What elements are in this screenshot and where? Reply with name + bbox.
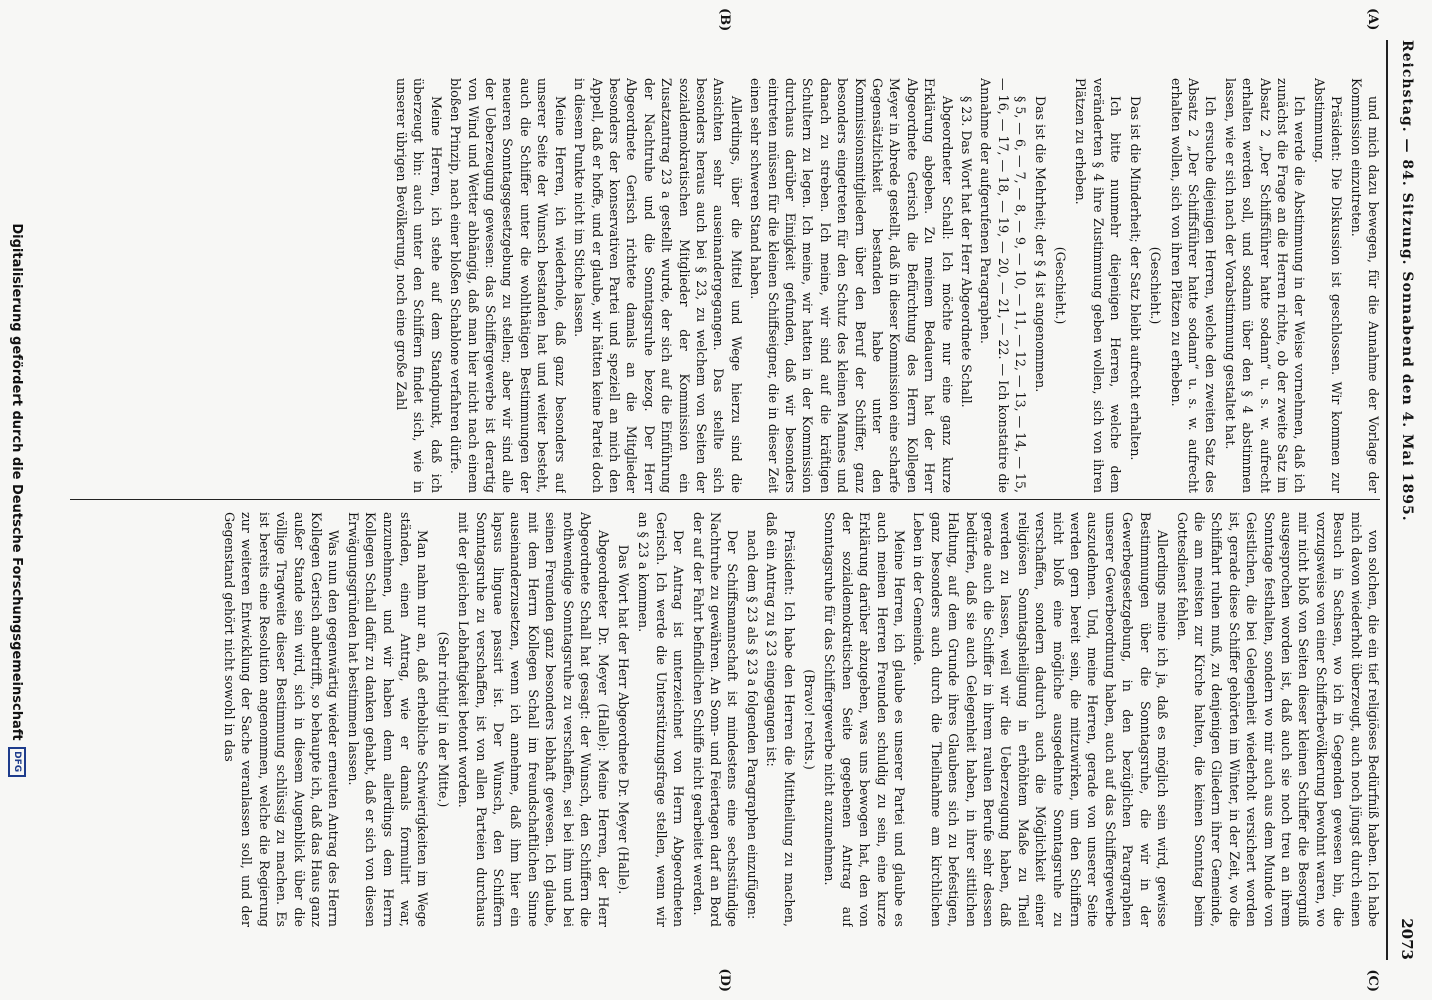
paragraph: Das ist die Minderheit; der Satz bleibt aufrecht erhalten.	[1127, 96, 1143, 461]
right-text-column	[60, 512, 1382, 927]
stage-direction: (Sehr richtig! in der Mitte.)	[435, 631, 451, 808]
speech-paragraph: Abgeordneter Dr. Meyer (Halle): Meine Herren, der Herr Abgeordnete Schall hat gesagt: der Wunsch, den Schiffern die nothwendige Sonntagsruhe zu verschaffen, sei bei ihm und bei seinen Freunden ganz besonders lebhaft gewesen. Ich glaube, mit dem Herrn Kollegen Schall im freundschaftlichen Sinne auseinanderzusetzen, wenn ich annehme, daß ihm hier ein lapsus linguae passirt ist. Der Wunsch, den Schiffern Sonntagsruhe zu verschaffen, ist von allen Parteien durchaus mit der gleichen Lebhaftigkeit betont worden.	[456, 512, 611, 927]
left-text-column	[60, 78, 1382, 493]
paragraph: Allerdings, über die Mittel und Wege hierzu sind die Ansichten sehr auseinandergegangen. Das stellte sich besonders heraus auch bei § 23, zu welchem von Seiten der sozialdemokratischen Mitglieder der Kommission ein Zusatzantrag 23 a gestellt wurde, der sich auf die Einführung der Nachtruhe und die Sonntagsruhe bezog. Der Herr Abgeordnete Gerisch richtete damals an die Mitglieder besonders der konservativen Partei und speziell an mich den Appell, daß er hoffe, und er glaube, wir hätten keine Partei doch in diesem Punkte nicht im Stiche lassen.	[572, 78, 744, 493]
paragraph: Meine Herren, ich wiederhole, daß ganz besonders auf unserer Seite der Wunsch bestanden hat und weiter besteht, auch die Schiffer unter die wohlthätigen Bestimmungen der neueren Sonntagsgesetzgebung zu stellen; aber wir sind alle der Ueberzeugung gewesen: das Schiffergewerbe ist derartig von Wind und Wetter abhängig, daß man hier nicht nach einem bloßen Prinzip, nach einer bloßen Schablone verfahren dürfe.	[448, 78, 568, 493]
margin-mark-a: (A)	[1365, 8, 1380, 31]
paragraph: Man nahm nur an, daß erhebliche Schwierigkeiten im Wege ständen, einen Antrag, wie er damals formulirt war, anzunehmen, und wir haben denn allerdings dem Herrn Kollegen Schall dafür zu danken gehabt, daß er sich von diesen Erwägungsgründen hat bestimmen lassen.	[345, 512, 431, 927]
paragraph: Ich bitte nunmehr diejenigen Herren, welche dem veränderten § 4 ihre Zustimmung geben wollen, sich von ihren Plätzen zu erheben.	[1073, 78, 1124, 493]
paragraph-list: § 5, — 6, — 7, — 8, — 9, — 10, — 11, — 12, — 13, — 14, — 15, — 16, — 17, — 18, — 19, — 20, — 21, — 22. — Ich konstatire die Annahme der aufgerufenen Paragraphen.	[978, 78, 1029, 493]
speech-paragraph: Abgeordneter Schall: Ich möchte nur eine ganz kurze Erklärung abgeben. Zu meinem Bedauern hat der Herr Abgeordnete Gerisch die Befürchtung des Herrn Kollegen Meyer in Abrede gestellt, daß in dieser Kommission eine scharfe Gegensätzlichkeit bestanden habe unter den Kommissionsmitgliedern über den Beruf der Schiffer, ganz besonders eingetreten für den Schutz des kleinen Mannes und danach zu streben. Ich meine, wir sind auf die kräftigen Schultern zu legen. Ich meine, wir hatten in der Kommission durchaus darüber Einigkeit gefunden, daß wir besonders eintreten müssen für die kleinen Schiffseigner, die in dieser Zeit einen sehr schweren Stand haben.	[748, 78, 955, 493]
column-divider	[70, 499, 1380, 500]
president-paragraph: Präsident: Ich habe den Herren die Mittheilung zu machen, daß ein Antrag zu § 23 eingegangen ist:	[764, 512, 797, 927]
president-paragraph: Präsident: Die Diskussion ist geschlossen. Wir kommen zur Abstimmung.	[1311, 78, 1345, 493]
paragraph: Was nun den gegenwärtig wieder erneuten Antrag des Herrn Kollegen Gerisch anbetrifft, so behaupte ich, daß das Haus ganz außer Stande sein wird, sich in diesem Augenblick über die völlige Tragweite dieser Bestimmung schlüssig zu machen. Es ist bereits eine Resolution angenommen, welche die Regierung zur weiteren Entwicklung der Sache veranlassen soll, und der Gegenstand gehört nicht sowohl in das	[222, 512, 342, 927]
margin-mark-c: (C)	[1365, 969, 1380, 992]
margin-mark-d: (D)	[717, 968, 732, 992]
page-footer	[6, 0, 28, 1000]
paragraph: Der Antrag ist unterzeichnet von Herrn Abgeordneten Gerisch. Ich werde die Unterstützungsfrage stellen, wenn wir an § 23 a kommen.	[636, 512, 687, 927]
paragraph: Allerdings meine ich ja, daß es möglich sein wird, gewisse Bestimmungen über die Sonntagsruhe, die wir in der Gewerbegesetzgebung, in den bezüglichen Paragraphen unserer Gewerbeordnung haben, auch auf das Schiffergewerbe auszudehnen. Und, meine Herren, gerade von unserer Seite werden gern bereit sein, die mitzuwirken, um den Schiffern nicht bloß eine mögliche ausgedehnte Sonntagsruhe zu verschaffen, sondern dadurch auch die Möglichkeit einer religiösen Sonntagsheiligung in erhöhtem Maße zu Theil werden zu lassen, weil wir die Ueberzeugung haben, daß gerade auch die Schiffer in ihrem rauhen Berufe sehr dessen bedürfen, daß sie auch Gelegenheit haben, in ihrer sittlichen Haltung, auf dem Grunde ihres Glaubens sich zu befestigen, ganz besonders auch durch die Theilnahme am kirchlichen Leben in der Gemeinde.	[911, 512, 1171, 927]
paragraph: von solchen, die ein tief religiöses Bedürfniß haben. Ich habe mich davon wiederholt überzeugt, auch noch jüngst durch einen Besuch in Sachsen, wo ich in Gegenden gewesen bin, die vorzugsweise von einer Schifferbevölkerung bewohnt waren, wo mir nicht bloß von Seiten dieser kleinen Schiffer die Besorgniß ausgesprochen worden ist, daß auch sie noch treu an ihrem Sonntage festhalten, sondern wo mir auch aus dem Munde von Geistlichen, die bei Gelegenheit wiederholt versichert worden ist, gerade diese Schiffer gehörten im Winter, in der Zeit, wo die Schiffahrt ruhen muß, zu denjenigen Gliedern ihrer Gemeinde, die am meisten zur Kirche halten, die keinen Sonntag beim Gottesdienst fehlen.	[1174, 512, 1381, 927]
stage-direction: (Bravo! rechts.)	[802, 669, 817, 770]
motion-text: Der Schiffsmannschaft ist mindestens eine sechsstündige Nachtruhe zu gewähren. An Sonn- und Feiertagen darf an Bord der auf der Fahrt befindlichen Schiffe nicht gearbeitet werden.	[690, 512, 741, 927]
funding-attribution: Digitalisierung gefördert durch die Deutsche Forschungsgemeinschaft	[9, 223, 25, 741]
stage-direction: (Geschieht.)	[1053, 246, 1069, 325]
paragraph: Ich ersuche diejenigen Herren, welche den zweiten Satz des Absatz 2 „Der Schiffsführer hatte sodann“ u. s. w. aufrecht erhalten wollen, sich von ihren Plätzen zu erheben.	[1168, 78, 1219, 493]
dfg-logo: DFG	[8, 747, 26, 777]
paragraph: Das ist die Mehrheit; der § 4 ist angenommen.	[1032, 96, 1048, 393]
margin-mark-b: (B)	[717, 8, 732, 32]
motion-intro: nach dem § 23 als § 23 a folgenden Paragraphen einzufügen:	[744, 530, 760, 920]
stage-direction: (Geschieht.)	[1148, 246, 1164, 325]
paragraph: Meine Herren, ich stehe auf dem Standpunkt, daß ich überzeugt bin: auch unter den Schiffern findet sich, wie in unserer übrigen Bevölkerung, noch eine große Zahl	[394, 78, 444, 493]
paragraph: Das Wort hat der Herr Abgeordnete Dr. Meyer (Halle).	[615, 544, 631, 895]
paragraph: Meine Herren, ich glaube es unserer Partei und glaube es auch meinen Herren Freunden schuldig zu sein, eine kurze Erklärung darüber abzugeben, was uns bewogen hat, den von der sozialdemokratischen Seite gegebenen Antrag auf Sonntagsruhe für das Schiffergewerbe nicht anzunehmen.	[822, 512, 908, 927]
page-number: 2073	[1398, 918, 1416, 960]
paragraph: § 23. Das Wort hat der Herr Abgeordnete Schall.	[959, 96, 975, 408]
paragraph: und mich dazu bewegen, für die Annahme der Vorlage der Kommission einzutreten.	[1348, 78, 1381, 493]
paragraph: Ich werde die Abstimmung in der Weise vornehmen, daß ich zunächst die Frage an die Herren richte, ob der zweite Satz im Absatz 2 „Der Schiffsführer hatte sodann“ u. s. w. aufrecht erhalten werden soll, und sodann über den § 4 abstimmen lassen, wie er sich nach der Vorabstimmung gestaltet hat.	[1222, 78, 1308, 493]
page-header	[1392, 40, 1422, 960]
running-title: Reichstag. — 84. Sitzung. Sonnabend den 4. Mai 1895.	[1399, 40, 1415, 522]
header-rule	[1386, 40, 1388, 960]
